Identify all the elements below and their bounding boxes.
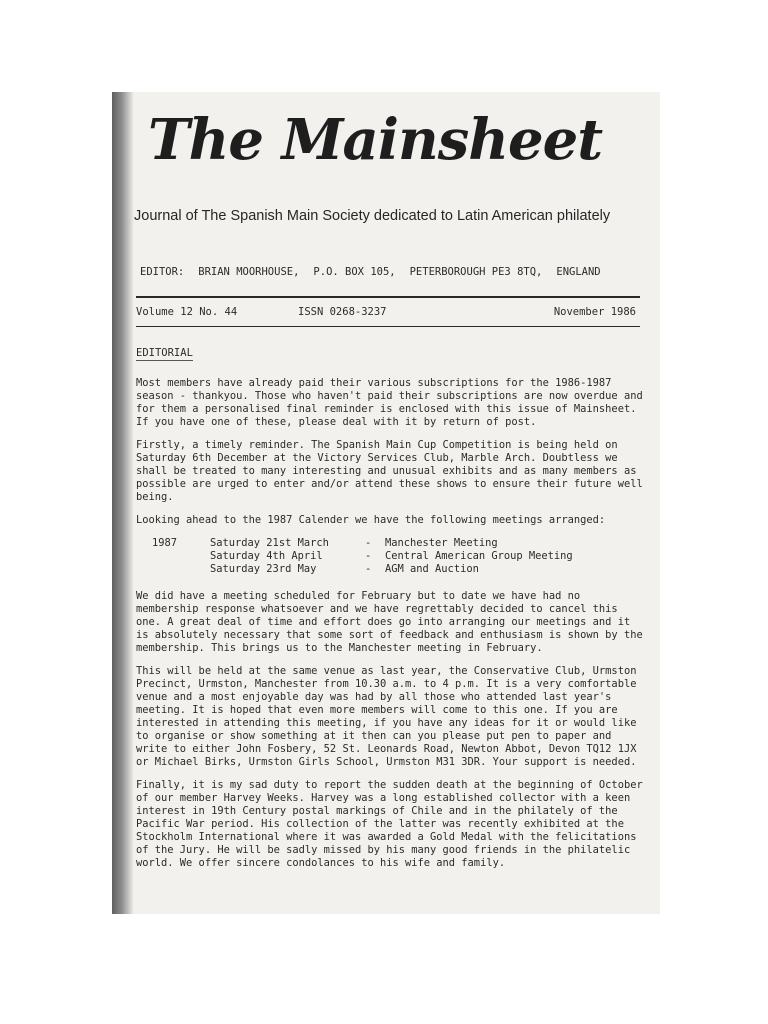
page-binding-shadow: [112, 92, 134, 914]
editor-line: [140, 266, 640, 278]
paragraph-subscriptions: Most members have already paid their various subscriptions for the 1986-1987 season - thankyou. Those who haven't paid their subscriptions are now overdue and for them a personalised final reminder is enclosed with this issue of Mainsheet. If you have one of these, please deal with it by return of post.: [136, 377, 643, 428]
meeting-date: Saturday 4th April: [210, 550, 323, 562]
meeting-row: [136, 537, 648, 550]
meeting-event: Central American Group Meeting: [385, 550, 573, 562]
paragraph-calendar-intro: Looking ahead to the 1987 Calender we have the following meetings arranged:: [136, 514, 606, 526]
meeting-year: [136, 563, 210, 576]
meeting-dash: -: [365, 563, 372, 575]
editor-name: BRIAN MOORHOUSE,: [198, 266, 300, 278]
meetings-list: [136, 537, 648, 576]
divider-bottom: [136, 326, 640, 327]
issue-date: November 1986: [553, 306, 636, 318]
paragraph-february-cancel: We did have a meeting scheduled for February but to date we have had no membership response whatsoever and we have regrettably decided to cancel this one. A great deal of time and effort does go into arranging our meetings and it is absolutely necessary that some sort of feedback and enthusiasm is shown by the membership. This brings us to the Manchester meeting in February.: [136, 590, 643, 654]
meeting-year: [136, 550, 210, 563]
section-heading: EDITORIAL: [136, 347, 193, 359]
editor-country: ENGLAND: [556, 266, 601, 278]
meeting-dash: -: [365, 550, 372, 562]
editor-label: EDITOR:: [140, 266, 185, 278]
editor-city: PETERBOROUGH PE3 8TQ,: [409, 266, 543, 278]
divider-top: [136, 296, 640, 298]
issue-issn: ISSN 0268-3237: [298, 306, 387, 318]
editor-pobox: P.O. BOX 105,: [313, 266, 396, 278]
paragraph-obituary: Finally, it is my sad duty to report the sudden death at the beginning of October of our member Harvey Weeks. Harvey was a long established collector with a keen interest in 19th Century postal markings of Chile and in the philately of the Pacific War period. His collection of the latter was recently exhibited at the Stockholm International where it was awarded a Gold Medal with the felicitations of the Jury. He will be sadly missed by his many good friends in the philatelic world. We offer sincere condolances to his wife and family.: [136, 779, 643, 869]
paragraph-cup-competition: Firstly, a timely reminder. The Spanish Main Cup Competition is being held on Saturday 6th December at the Victory Services Club, Marble Arch. Doubtless we shall be treated to many interesting and unusual exhibits and as many members as possible are urged to enter and/or attend these shows to ensure their future well being.: [136, 439, 643, 503]
issue-volume: Volume 12 No. 44: [136, 306, 238, 318]
masthead-title: The Mainsheet: [148, 107, 603, 173]
meeting-row: [136, 550, 648, 563]
newsletter-page: [112, 92, 660, 914]
editorial-body: [136, 377, 648, 880]
meeting-event: AGM and Auction: [385, 563, 479, 575]
meeting-dash: -: [365, 537, 372, 549]
meeting-date: Saturday 21st March: [210, 537, 329, 549]
meeting-year: 1987: [152, 537, 178, 549]
meeting-row: [136, 563, 648, 576]
meeting-date: Saturday 23rd May: [210, 563, 317, 575]
meeting-event: Manchester Meeting: [385, 537, 498, 549]
paragraph-manchester-venue: This will be held at the same venue as last year, the Conservative Club, Urmston Precinct, Urmston, Manchester from 10.30 a.m. to 4 p.m. It is a very comfortable venue and a most enjoyable day was had by all those who attended last year's meeting. It is hoped that even more members will come to this one. If you are interested in attending this meeting, if you have any ideas for it or would like to organise or show something at it then can you please put pen to paper and write to either John Fosbery, 52 St. Leonards Road, Newton Abbot, Devon TQ12 1JX or Michael Birks, Urmston Girls School, Urmston M31 3DR. Your support is needed.: [136, 665, 637, 768]
masthead-subtitle: Journal of The Spanish Main Society dedicated to Latin American philately: [134, 208, 611, 224]
